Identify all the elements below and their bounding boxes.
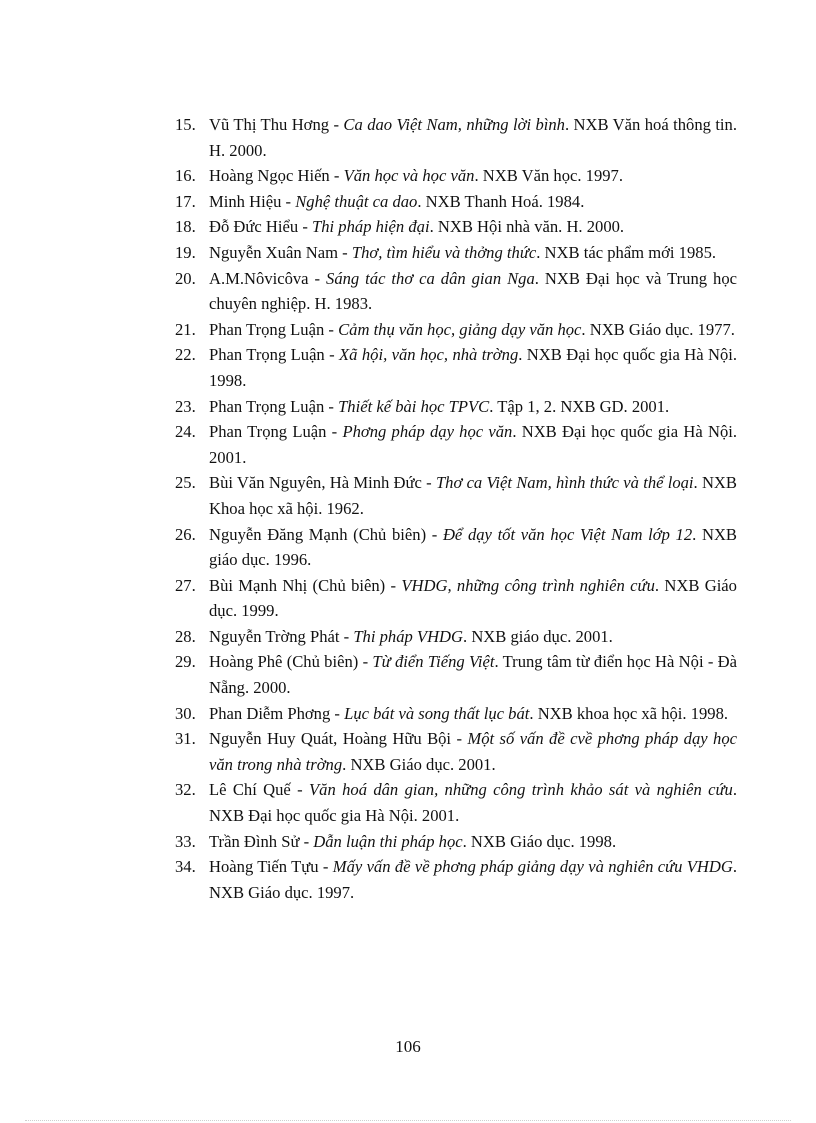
reference-title: Dẫn luận thi pháp học [313, 831, 463, 851]
reference-item [0, 854, 737, 905]
reference-item [0, 649, 737, 700]
reference-author: Phan Trọng Luận [209, 319, 325, 339]
reference-title: Để dạy tốt văn học Việt Nam lớp 12 [442, 524, 693, 544]
reference-publication: . NXB Văn học. 1997. [474, 166, 624, 186]
reference-separator: - [290, 780, 310, 800]
reference-number: 15. [175, 115, 196, 134]
reference-title: Một số vấn đề cvề phơng pháp dạy học văn trong nhà trờng [209, 729, 737, 774]
reference-number: 18. [175, 217, 196, 237]
reference-item [0, 726, 737, 777]
reference-number: 27. [175, 575, 196, 595]
reference-title: Thơ, tìm hiểu và thởng thức [351, 242, 537, 262]
reference-item [0, 522, 737, 573]
reference-author: Vũ Thị Thu Hơng [209, 115, 334, 134]
reference-publication: . NXB Văn hoá thông tin. H. 2000. [209, 115, 737, 160]
reference-item [0, 266, 737, 317]
reference-author: Minh Hiệu [209, 191, 282, 211]
reference-separator: - [385, 575, 402, 595]
reference-title: Ca dao Việt Nam, những lời bình [343, 115, 565, 134]
reference-list [0, 112, 816, 905]
reference-item [0, 317, 737, 343]
reference-title: Thi pháp VHDG [353, 626, 464, 646]
reference-publication: . NXB tác phẩm mới 1985. [536, 242, 717, 262]
reference-item [0, 112, 737, 163]
reference-separator: - [451, 729, 468, 749]
reference-publication: . NXB Đại học quốc gia Hà Nội. 1998. [209, 345, 738, 390]
reference-publication: . NXB giáo dục. 1996. [209, 524, 737, 570]
reference-number: 34. [175, 857, 196, 877]
reference-title: Lục bát và song thất lục bát [344, 703, 530, 723]
reference-author: Nguyễn Huy Quát, Hoàng Hữu Bội [209, 729, 452, 749]
reference-author: Trần Đình Sử [209, 831, 300, 851]
reference-separator: - [299, 831, 314, 851]
reference-separator: - [308, 268, 327, 288]
reference-title: Từ điển Tiếng Việt [372, 652, 495, 672]
reference-item [0, 777, 737, 828]
footer-divider [25, 1120, 791, 1121]
reference-separator: - [334, 703, 345, 723]
reference-item [0, 419, 737, 470]
reference-number: 20. [175, 268, 196, 288]
reference-title: Xã hội, văn học, nhà trờng [339, 345, 519, 365]
reference-number: 26. [175, 524, 196, 544]
reference-publication: . NXB khoa học xã hội. 1998. [529, 703, 729, 723]
reference-item [0, 342, 737, 393]
page-number: 106 [395, 1037, 421, 1056]
reference-author: Bùi Mạnh Nhị (Chủ biên) [209, 575, 386, 595]
reference-number: 23. [175, 396, 196, 416]
reference-separator: - [324, 396, 339, 416]
reference-number: 22. [175, 345, 196, 365]
reference-author: Nguyễn Đăng Mạnh (Chủ biên) [209, 524, 427, 544]
reference-item [0, 189, 737, 215]
reference-item [0, 701, 737, 727]
reference-number: 28. [175, 626, 196, 646]
reference-author: Phan Trọng Luận [209, 396, 325, 416]
reference-number: 24. [175, 422, 196, 442]
reference-publication: . Trung tâm từ điển học Hà Nội - Đà Nẵng. 2000. [209, 652, 738, 698]
reference-title: Nghệ thuật ca dao [295, 191, 418, 211]
reference-title: Thiết kế bài học TPVC [338, 396, 490, 416]
reference-title: VHDG, những công trình nghiên cứu [401, 575, 655, 595]
reference-number: 21. [175, 319, 196, 339]
reference-title: Văn hoá dân gian, những công trình khảo sát và nghiên cứu [309, 780, 733, 800]
reference-publication: . NXB Đại học và Trung học chuyên nghiệp. H. 1983. [209, 268, 737, 314]
reference-author: A.M.Nôvicôva [209, 268, 309, 288]
reference-author: Phan Diễm Phơng [209, 703, 335, 723]
reference-title: Thơ ca Việt Nam, hình thức và thể loại [435, 473, 694, 493]
reference-item [0, 829, 737, 855]
reference-publication: . Tập 1, 2. NXB GD. 2001. [489, 396, 670, 416]
reference-separator: - [326, 422, 343, 442]
reference-number: 16. [175, 166, 196, 186]
reference-separator: - [426, 524, 443, 544]
reference-publication: . NXB Giáo dục. 1977. [581, 319, 735, 339]
reference-author: Đỗ Đức Hiểu [209, 217, 299, 237]
reference-separator: - [358, 652, 373, 672]
reference-separator: - [298, 217, 313, 237]
reference-publication: . NXB Thanh Hoá. 1984. [417, 191, 585, 211]
reference-item [0, 394, 737, 420]
reference-title: Phơng pháp dạy học văn [342, 422, 513, 442]
reference-author: Hoàng Tiến Tựu [209, 857, 319, 877]
reference-title: Mấy vấn đề về phơng pháp giảng dạy và nghiên cứu VHDG [332, 857, 733, 877]
reference-separator: - [329, 166, 344, 186]
reference-number: 25. [175, 473, 196, 493]
reference-publication: . NXB Giáo dục. 2001. [342, 754, 496, 774]
reference-number: 17. [175, 191, 196, 211]
reference-author: Bùi Văn Nguyên, Hà Minh Đức [209, 473, 422, 493]
reference-item [0, 240, 737, 266]
reference-author: Lê Chí Quế [209, 780, 291, 800]
reference-author: Phan Trọng Luận [209, 422, 327, 442]
reference-publication: . NXB Giáo dục. 1999. [209, 575, 737, 621]
reference-separator: - [333, 115, 344, 134]
reference-publication: . NXB Giáo dục. 1997. [209, 857, 737, 902]
reference-separator: - [324, 319, 339, 339]
reference-item [0, 624, 737, 650]
reference-author: Hoàng Phê (Chủ biên) [209, 652, 359, 672]
reference-separator: - [421, 473, 436, 493]
reference-separator: - [324, 345, 340, 365]
reference-author: Phan Trọng Luận [209, 345, 325, 365]
reference-number: 29. [175, 652, 196, 672]
reference-item [0, 573, 737, 624]
reference-title: Thi pháp hiện đại [312, 217, 430, 237]
reference-publication: . NXB Hội nhà văn. H. 2000. [429, 217, 625, 237]
reference-title: Văn học và học văn [343, 166, 475, 186]
reference-publication: . NXB giáo dục. 2001. [463, 626, 613, 646]
reference-publication: . NXB Khoa học xã hội. 1962. [209, 473, 737, 518]
reference-author: Nguyễn Trờng Phát [209, 626, 340, 646]
reference-number: 19. [175, 242, 196, 262]
reference-item [0, 470, 737, 521]
reference-number: 31. [175, 729, 196, 749]
reference-publication: . NXB Giáo dục. 1998. [462, 831, 617, 851]
reference-separator: - [339, 626, 354, 646]
reference-author: Nguyễn Xuân Nam [209, 242, 339, 262]
reference-separator: - [281, 191, 296, 211]
reference-number: 33. [175, 831, 196, 851]
reference-author: Hoàng Ngọc Hiến [209, 166, 330, 186]
reference-title: Sáng tác thơ ca dân gian Nga [326, 268, 535, 288]
reference-number: 32. [175, 780, 196, 800]
reference-item [0, 163, 737, 189]
reference-separator: - [318, 857, 333, 877]
reference-separator: - [338, 242, 352, 262]
reference-publication: . NXB Đại học quốc gia Hà Nội. 2001. [209, 780, 738, 826]
reference-item [0, 214, 737, 240]
reference-number: 30. [175, 703, 196, 723]
reference-publication: . NXB Đại học quốc gia Hà Nội. 2001. [209, 422, 737, 467]
reference-title: Cảm thụ văn học, giảng dạy văn học [338, 319, 582, 339]
